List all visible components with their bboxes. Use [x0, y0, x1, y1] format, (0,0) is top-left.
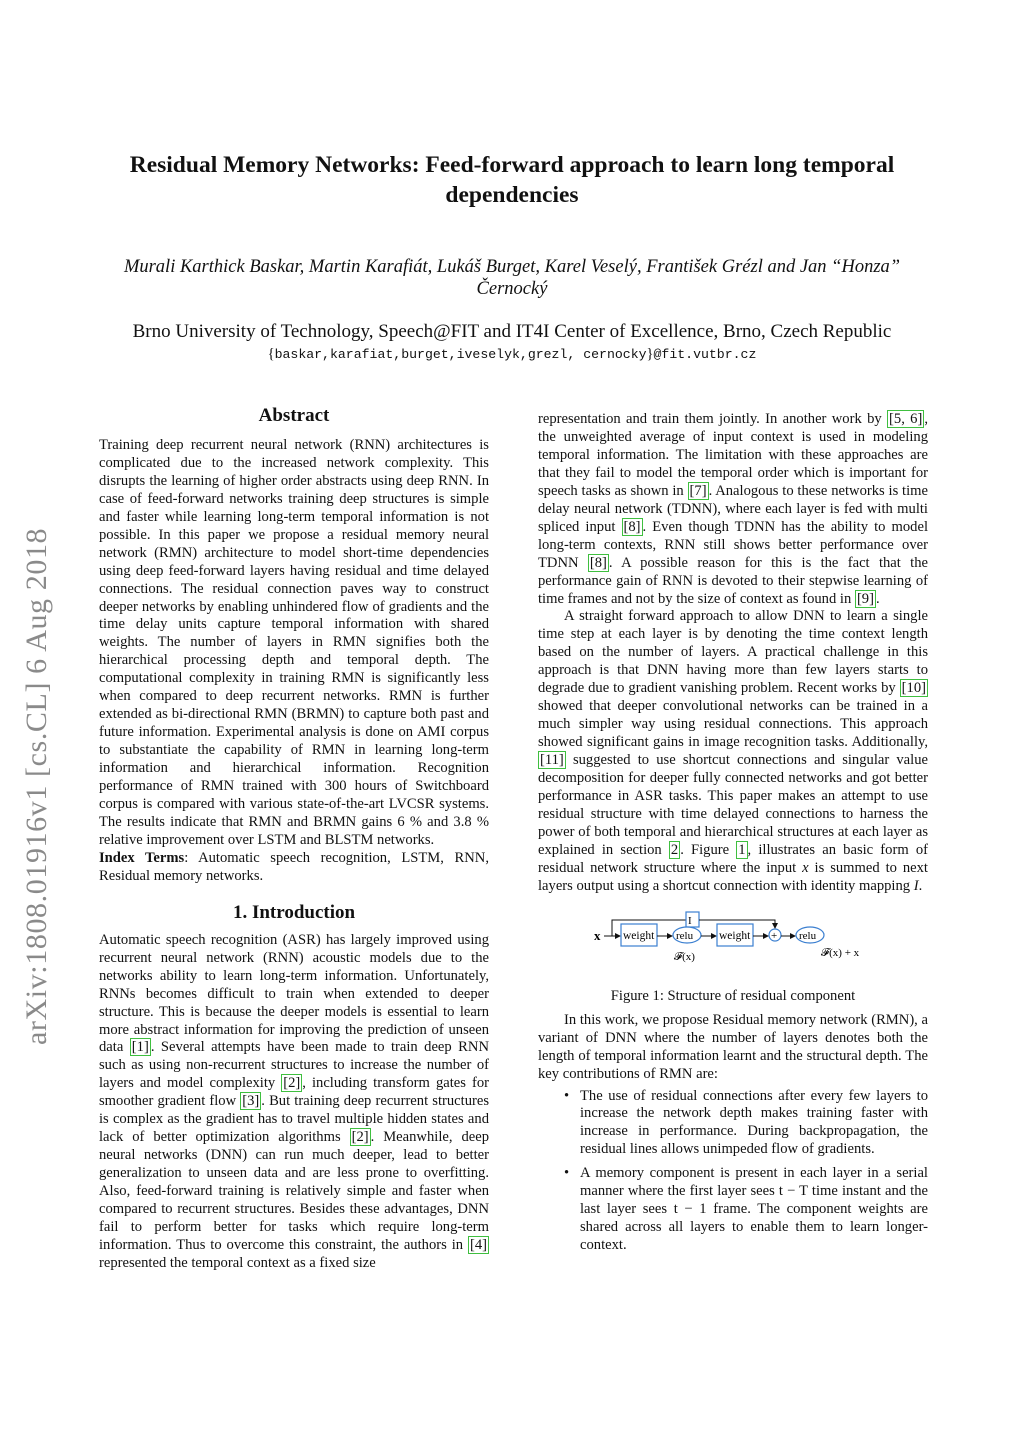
figure-caption: Figure 1: Structure of residual component — [610, 987, 856, 1004]
body-text: . Analogous to these networks is time delay neural network (TDNN), where each layer is fed with multi spliced input — [538, 482, 928, 535]
body-text: A straight forward approach to allow DNN to learn a single time step at each layer is by denoting the time context length based on the number of layers. A practical challenge in this approach is that DNN having more than few layers starts to degrade due to gradient vanishing problem. Recent works by — [538, 608, 928, 697]
citation-link[interactable]: [5, 6] — [889, 411, 923, 427]
body-text: , illustrates an basic form of residual network structure where the input — [538, 841, 928, 876]
relu-label-1: relu — [676, 929, 694, 942]
math-var-i: I — [913, 877, 919, 894]
fx-label: 𝓕(x) — [674, 950, 695, 963]
arxiv-stamp: arXiv:1808.01916v1 [cs.CL] 6 Aug 2018 — [20, 527, 53, 1045]
residual-diagram — [538, 902, 928, 984]
body-text: representation and train them jointly. In another work by — [538, 411, 888, 427]
weight-label-2: weight — [719, 929, 751, 942]
citation-link[interactable]: [1] — [131, 1039, 149, 1056]
citation-link[interactable]: [7] — [689, 482, 707, 499]
citation-link[interactable]: [11] — [540, 752, 564, 769]
email-users: baskar,karafiat,burget,iveselyk,grezl, cernocky — [274, 347, 647, 362]
abstract-heading: Abstract — [258, 405, 330, 426]
right-column — [538, 411, 928, 1261]
intro-heading: 1. Introduction — [232, 901, 356, 923]
left-column — [99, 407, 489, 1273]
body-text: . Figure — [680, 841, 737, 858]
body-text: suggested to use shortcut connections and singular value decomposition for deeper fully connected networks and got better performance in ASR tasks. This paper makes an attempt to use residual structure with time delayed connections to harness the power of both temporal and hierarchical structures at each layer as explained in section — [538, 752, 928, 858]
body-text: . Even though TDNN has the ability to model long-term contexts, RNN still shows better performance over TDNN — [538, 518, 928, 571]
contribution-list — [538, 1088, 928, 1256]
intro-text: . Meanwhile, deep neural networks (DNN) can run much deeper, lead to better generalization to unseen data and are less prone to overfitting. Also, feed-forward training is relatively simple and faster when compared to recurrent structures. Besides these advantages, DNN fail to perform better for tasks which require long-term information. Thus to overcome this constraint, the authors in — [99, 1129, 489, 1253]
citation-link[interactable]: [10] — [901, 680, 926, 697]
citation-link[interactable]: [2] — [351, 1129, 369, 1146]
sum-label: + — [771, 929, 778, 942]
citation-link[interactable]: [3] — [242, 1093, 260, 1110]
author-list: Murali Karthick Baskar, Martin Karafiát, Lukáš Burget, Karel Veselý, František Grézl and Jan “Honza” Černocký — [123, 257, 901, 299]
identity-label: I — [688, 914, 692, 927]
affiliation: Brno University of Technology, Speech@FIT and IT4I Center of Excellence, Brno, Czech Republic — [132, 321, 892, 342]
index-terms-text: : Automatic speech recognition, LSTM, RNN, Residual memory networks. — [99, 849, 489, 884]
body-text: . A possible reason for this is the fact that the performance gain of RNN is devoted to their stepwise learning of time frames and not by the size of context as found in — [538, 554, 928, 607]
index-terms — [99, 850, 489, 886]
contribution-paragraph: In this work, we propose Residual memory network (RMN), a variant of DNN where the number of layers denotes both the length of temporal information learnt and the structural depth. The key contributions of RMN are: — [538, 1011, 928, 1082]
fx-plus-x-label: 𝓕(x) + x — [821, 946, 860, 959]
email-brace-open: { — [267, 346, 275, 362]
weight-label-1: weight — [623, 929, 655, 942]
email-brace-close: } — [646, 346, 654, 362]
body-text: is summed to next layers output using a shortcut connection with identity mapping — [538, 859, 928, 894]
paper-title: Residual Memory Networks: Feed-forward approach to learn long temporal dependencies — [129, 152, 895, 208]
section-link[interactable]: 2 — [670, 841, 679, 858]
citation-link[interactable]: [8] — [589, 554, 607, 571]
figure-link[interactable]: 1 — [738, 841, 746, 858]
abstract-text: Training deep recurrent neural network (RNN) architectures is complicated due to the increased network complexity. This disrupts the learning of higher order abstracts using deep RNN. In case of feed-forward networks training deep structures is simple and faster while learning long-term temporal information is not possible. In this paper we propose a residual memory neural network (RMN) architecture to model short-time dependencies using deep feed-forward layers having residual and time delayed connections. The residual connection paves way to construct deeper networks by enabling unhindered flow of gradients and the time delay units capture temporal information with shared weights. The number of layers in RMN signifies both the hierarchical processing depth and temporal depth. The computational complexity in training RMN is significantly less when compared to deep recurrent networks. RMN is further extended as bi-directional RMN (BRMN) to capture both past and future information. Experimental analysis is done on AMI corpus to substantiate the capability of RMN in learning long-term information and hierarchical information. Recognition performance of RMN trained with 300 hours of Switchboard corpus is compared with various state-of-the-art LVCSR systems. The results indicate that RMN and BRMN gains 6 % and 3.8 % relative improvement over LSTM and BLSTM networks. — [99, 436, 489, 848]
intro-text: , including transform gates for smoother gradient flow — [99, 1075, 489, 1110]
email-domain: @fit.vutbr.cz — [653, 347, 757, 362]
email-line — [120, 346, 904, 363]
math-var-x: x — [802, 859, 809, 876]
citation-link[interactable]: [4] — [469, 1236, 487, 1253]
intro-paragraph — [99, 932, 489, 1273]
index-terms-label: Index Terms — [99, 849, 185, 866]
list-item: • A memory component is present in each layer in a serial manner where the first layer sees t − T time instant and the last layer sees t − 1 frame. The component weights are shared across all layers to enable them to learn longer-context. — [580, 1165, 928, 1255]
citation-link[interactable]: [9] — [856, 590, 874, 607]
figure-1 — [538, 902, 928, 984]
intro-text: Automatic speech recognition (ASR) has largely improved using recurrent neural network (RNN) acoustic models due to the networks ability to learn long-term information. Unfortunately, RNNs becomes difficult to train when extended to deeper structure. This is because the deeper models is essential to learn more abstract information for improving the prediction of unseen data — [99, 931, 489, 1056]
intro-text: . Several attempts have been made to train deep RNN such as using non-recurrent structures to increase the number of layers and model complexity — [99, 1039, 489, 1092]
relu-label-2: relu — [799, 929, 817, 942]
input-x-label: x — [594, 927, 601, 943]
body-text: . — [918, 877, 923, 894]
citation-link[interactable]: [8] — [623, 518, 641, 535]
intro-text: . But training deep recurrent structures is complex as the gradient has to travel multiple hidden states and lack of better optimization algorithms — [99, 1093, 490, 1146]
body-text: showed that deeper convolutional networks can be trained in a much simpler way using residual connections. This approach showed significant gains in image recognition tasks. Additionally, — [538, 698, 928, 751]
citation-link[interactable]: [2] — [283, 1075, 301, 1092]
intro-text: represented the temporal context as a fixed size — [99, 1254, 376, 1271]
approach-paragraph — [538, 608, 928, 895]
body-text: . — [875, 590, 880, 607]
list-item: • The use of residual connections after every few layers to increase the network depth makes training faster with increase in performance. During backpropagation, the residual lines allows unimpeded flow of gradients. — [580, 1088, 928, 1160]
body-text: , the unweighted average of input context is used in modeling temporal information. The limitation with these approaches are that they fail to model the temporal order which is important for speech tasks as shown in — [538, 411, 928, 499]
related-work-paragraph — [538, 411, 928, 608]
